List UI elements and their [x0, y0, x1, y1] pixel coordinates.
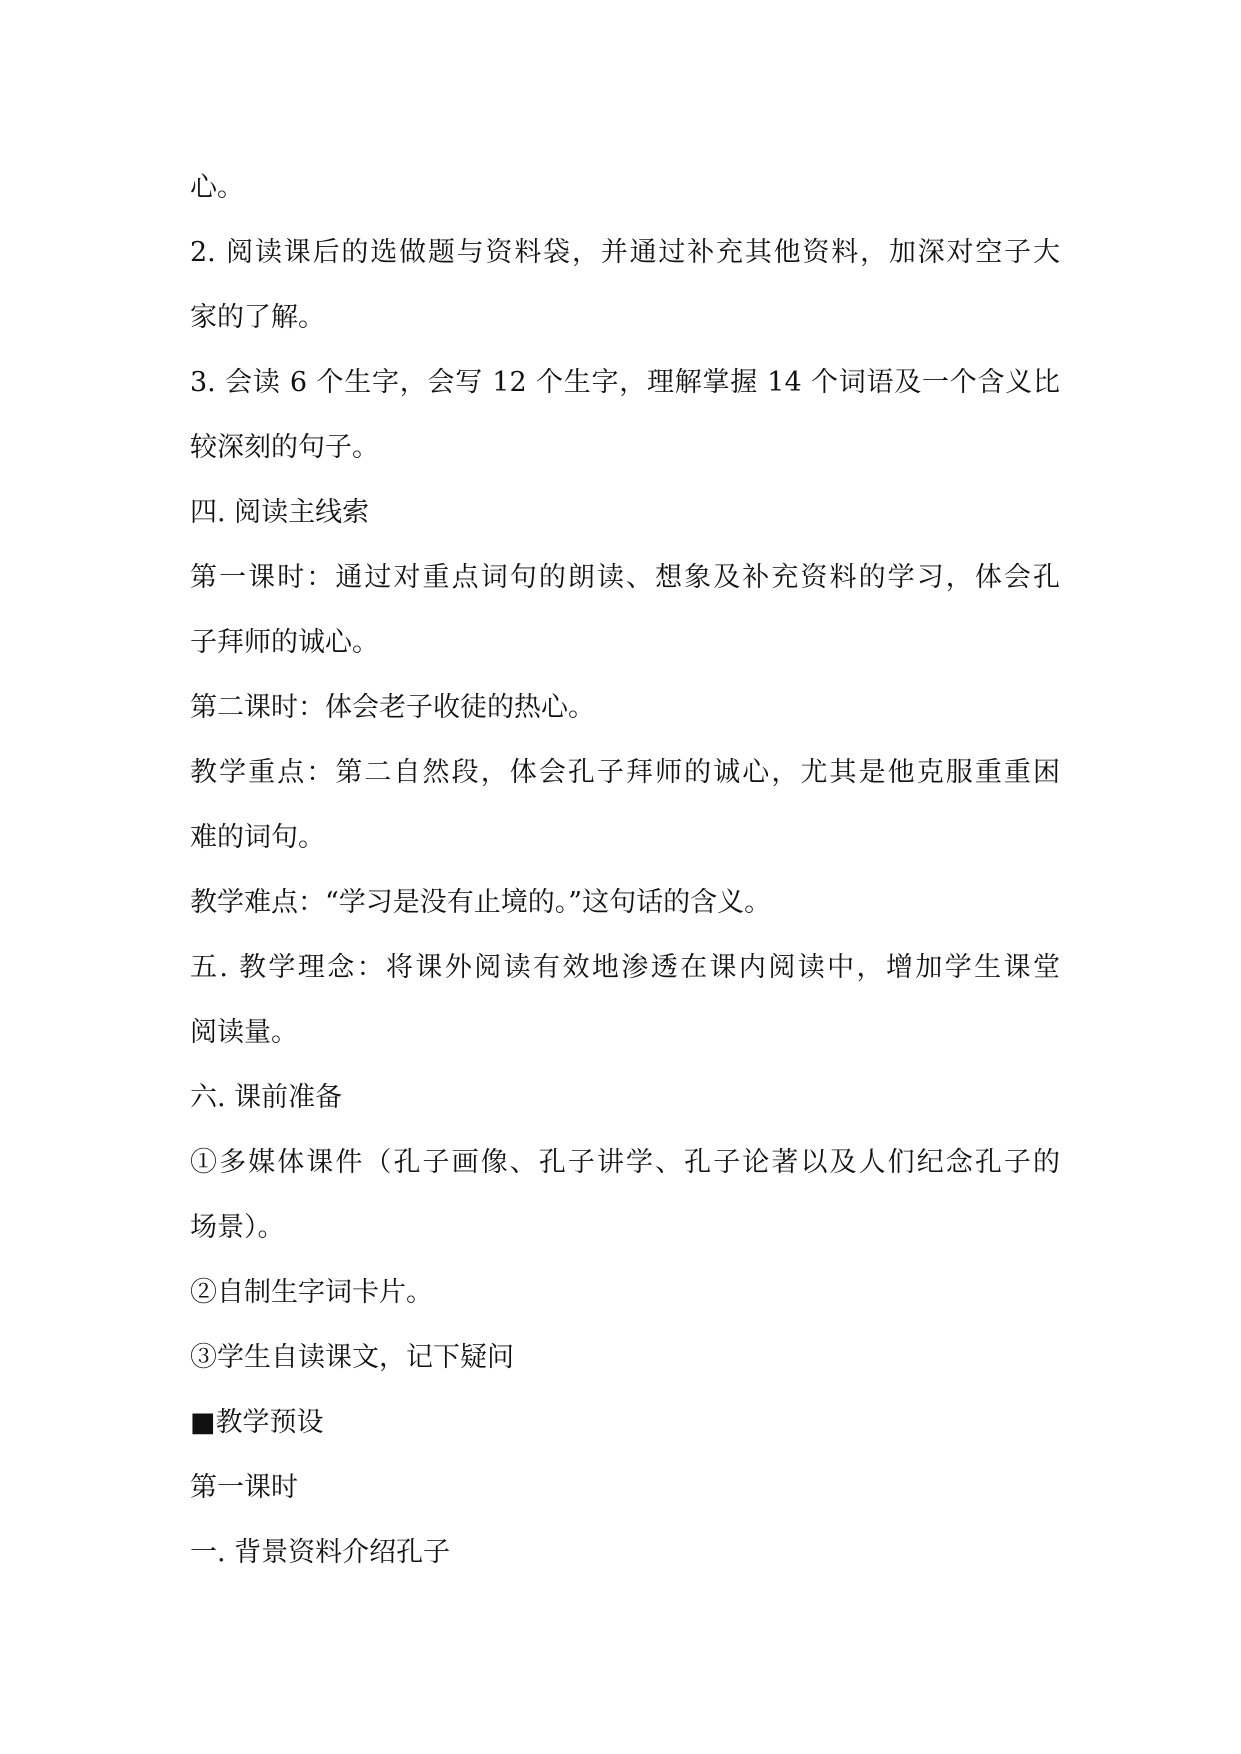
- document-body: [190, 155, 1060, 1585]
- section-heading: 六. 课前准备: [190, 1082, 343, 1113]
- text-line: ②自制生字词卡片。: [190, 1277, 433, 1308]
- text-line: 3. 会读 6 个生字，会写 12 个生字，理解掌握 14 个词语及一个含义比: [190, 367, 1060, 398]
- text-line: 阅读量。: [190, 1017, 298, 1048]
- text-line: 场景）。: [190, 1212, 285, 1243]
- section-heading: 四. 阅读主线索: [190, 497, 370, 528]
- text-line: 2. 阅读课后的选做题与资料袋，并通过补充其他资料，加深对空子大: [190, 237, 1060, 268]
- text-line: 心。: [190, 172, 244, 203]
- text-line: 教学难点：“学习是没有止境的。”这句话的含义。: [190, 887, 772, 918]
- text-line: 家的了解。: [190, 302, 325, 333]
- section-heading: 一. 背景资料介绍孔子: [190, 1537, 451, 1568]
- text-line: 第二课时：体会老子收徒的热心。: [190, 692, 595, 723]
- section-heading: ■教学预设: [190, 1407, 324, 1438]
- text-line: 第一课时：通过对重点词句的朗读、想象及补充资料的学习，体会孔: [190, 562, 1060, 593]
- text-line: ③学生自读课文，记下疑问: [190, 1342, 514, 1373]
- text-line: 难的词句。: [190, 822, 325, 853]
- text-line: 教学重点：第二自然段，体会孔子拜师的诚心，尤其是他克服重重困: [190, 757, 1060, 788]
- text-line: 较深刻的句子。: [190, 432, 379, 463]
- text-line: 五. 教学理念：将课外阅读有效地渗透在课内阅读中，增加学生课堂: [190, 952, 1060, 983]
- text-line: ①多媒体课件（孔子画像、孔子讲学、孔子论著以及人们纪念孔子的: [190, 1147, 1060, 1178]
- text-line: 子拜师的诚心。: [190, 627, 379, 658]
- subsection-heading: 第一课时: [190, 1472, 298, 1503]
